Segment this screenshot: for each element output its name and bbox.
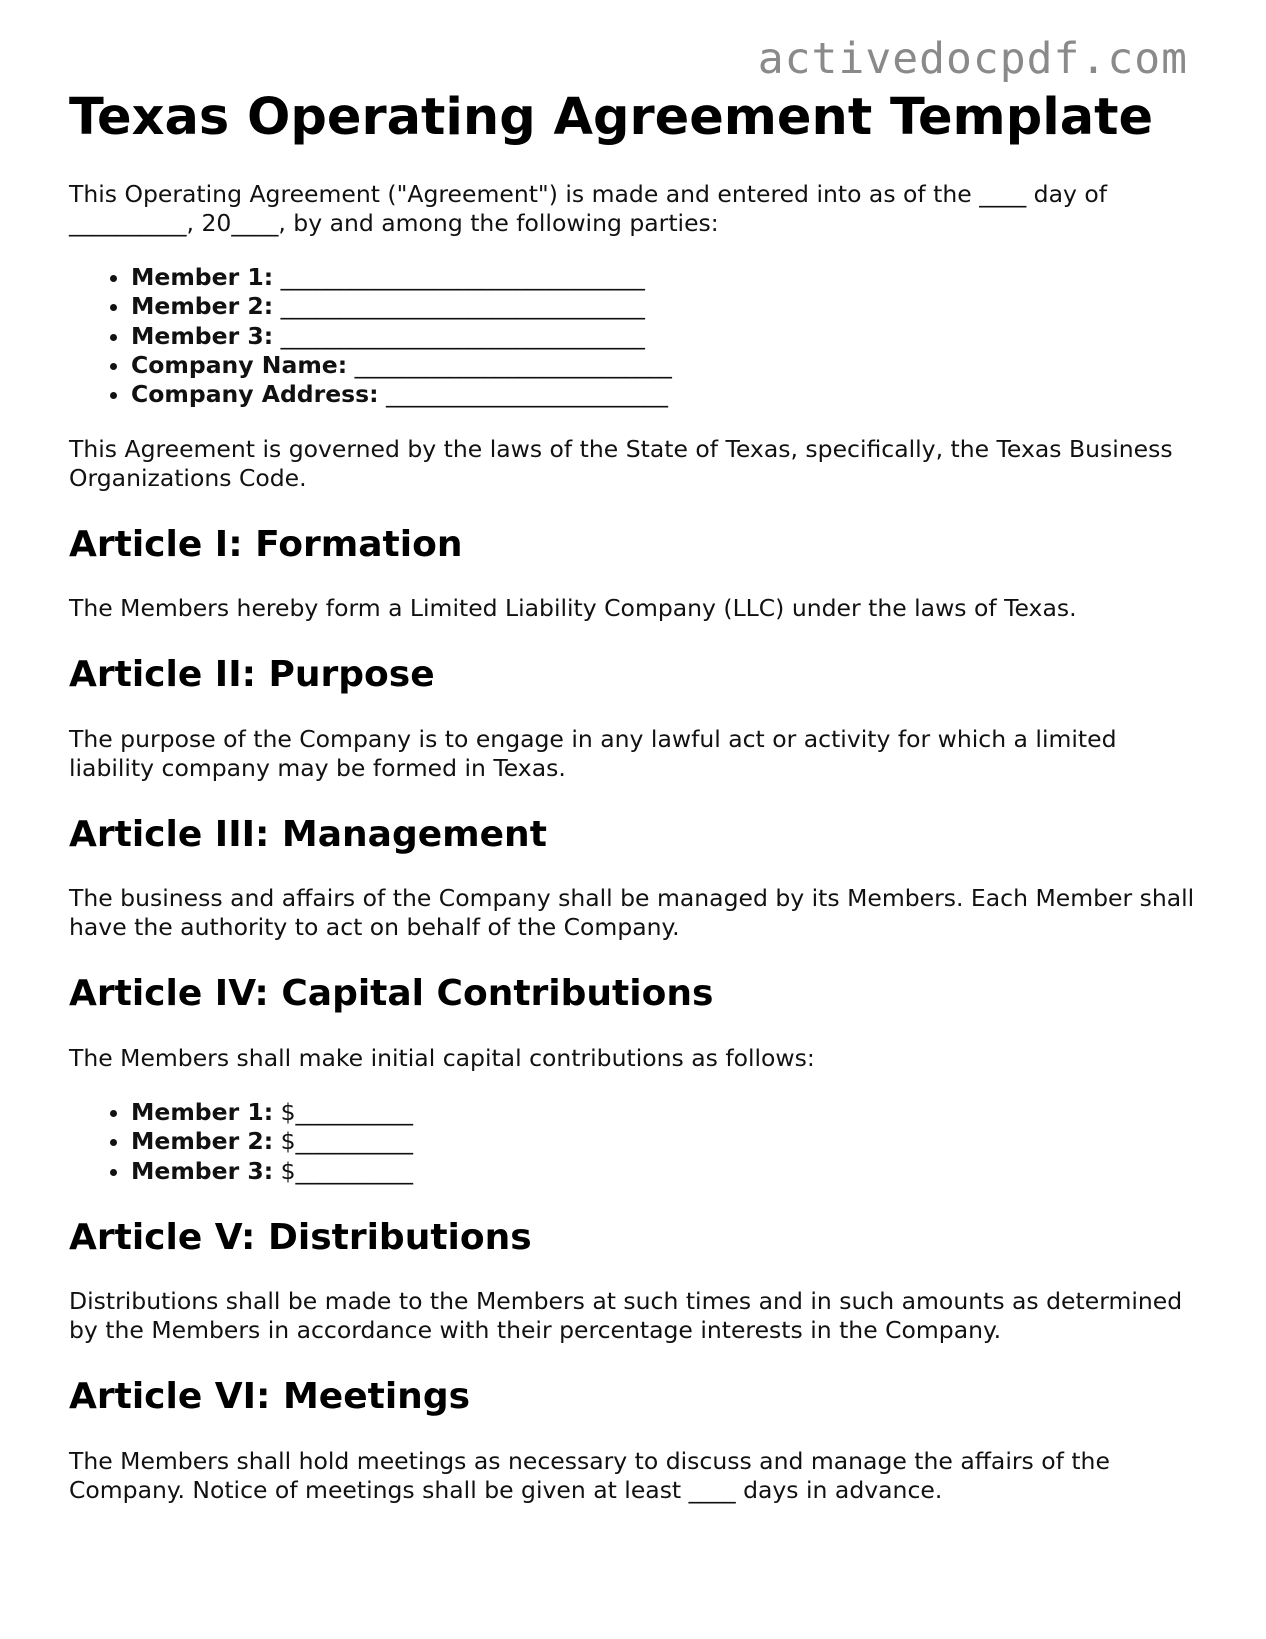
contribution-label: Member 3: [131, 1156, 274, 1185]
party-blank: _______________________________ [273, 321, 645, 350]
list-item [131, 322, 1199, 351]
article-heading: Article VI: Meetings [69, 1376, 471, 1418]
contribution-blank: $__________ [273, 1127, 414, 1156]
watermark: activedocpdf.com [757, 34, 1188, 84]
intro-paragraph: This Operating Agreement ("Agreement") is made and entered into as of the ____ day of __________, 20____, by and among the following parties: [69, 180, 1108, 238]
article-heading: Article III: Management [69, 813, 547, 855]
party-blank: ___________________________ [347, 350, 672, 379]
party-blank: ________________________ [378, 380, 669, 409]
article-text: The Members shall make initial capital contributions as follows: [69, 1043, 815, 1072]
document-body [69, 90, 1199, 1505]
list-item [131, 351, 1199, 380]
list-item [131, 380, 1199, 409]
article-text: The business and affairs of the Company shall be managed by its Members. Each Member shall have the authority to act on behalf of the Company. [69, 884, 1195, 942]
article-text: The Members shall hold meetings as necessary to discuss and manage the affairs of the Company. Notice of meetings shall be given at least ____ days in advance. [69, 1447, 1110, 1505]
list-item [131, 263, 1199, 292]
article-text: The purpose of the Company is to engage in any lawful act or activity for which a limited liability company may be formed in Texas. [69, 724, 1117, 782]
contributions-list [69, 1098, 1199, 1186]
article-heading: Article II: Purpose [69, 654, 435, 696]
party-label: Company Name: [131, 350, 348, 379]
party-blank: _______________________________ [273, 292, 645, 321]
governing-law-paragraph: This Agreement is governed by the laws of the State of Texas, specifically, the Texas Business Organizations Code. [69, 434, 1173, 492]
list-item [131, 1098, 1199, 1127]
article-text: Distributions shall be made to the Members at such times and in such amounts as determined by the Members in accordance with their percentage interests in the Company. [69, 1287, 1183, 1345]
party-label: Member 1: [131, 263, 274, 292]
parties-list [69, 263, 1199, 409]
article-heading: Article IV: Capital Contributions [69, 973, 714, 1015]
list-item [131, 1127, 1199, 1156]
party-label: Member 2: [131, 292, 274, 321]
list-item [131, 1157, 1199, 1186]
article-heading: Article I: Formation [69, 523, 463, 565]
contribution-label: Member 2: [131, 1127, 274, 1156]
article-text: The Members hereby form a Limited Liability Company (LLC) under the laws of Texas. [69, 594, 1077, 623]
party-blank: _______________________________ [273, 263, 645, 292]
party-label: Company Address: [131, 380, 379, 409]
contribution-label: Member 1: [131, 1097, 274, 1126]
list-item [131, 292, 1199, 321]
party-label: Member 3: [131, 321, 274, 350]
contribution-blank: $__________ [273, 1156, 414, 1185]
article-heading: Article V: Distributions [69, 1216, 532, 1258]
contribution-blank: $__________ [273, 1097, 414, 1126]
page-title: Texas Operating Agreement Template [69, 88, 1154, 147]
